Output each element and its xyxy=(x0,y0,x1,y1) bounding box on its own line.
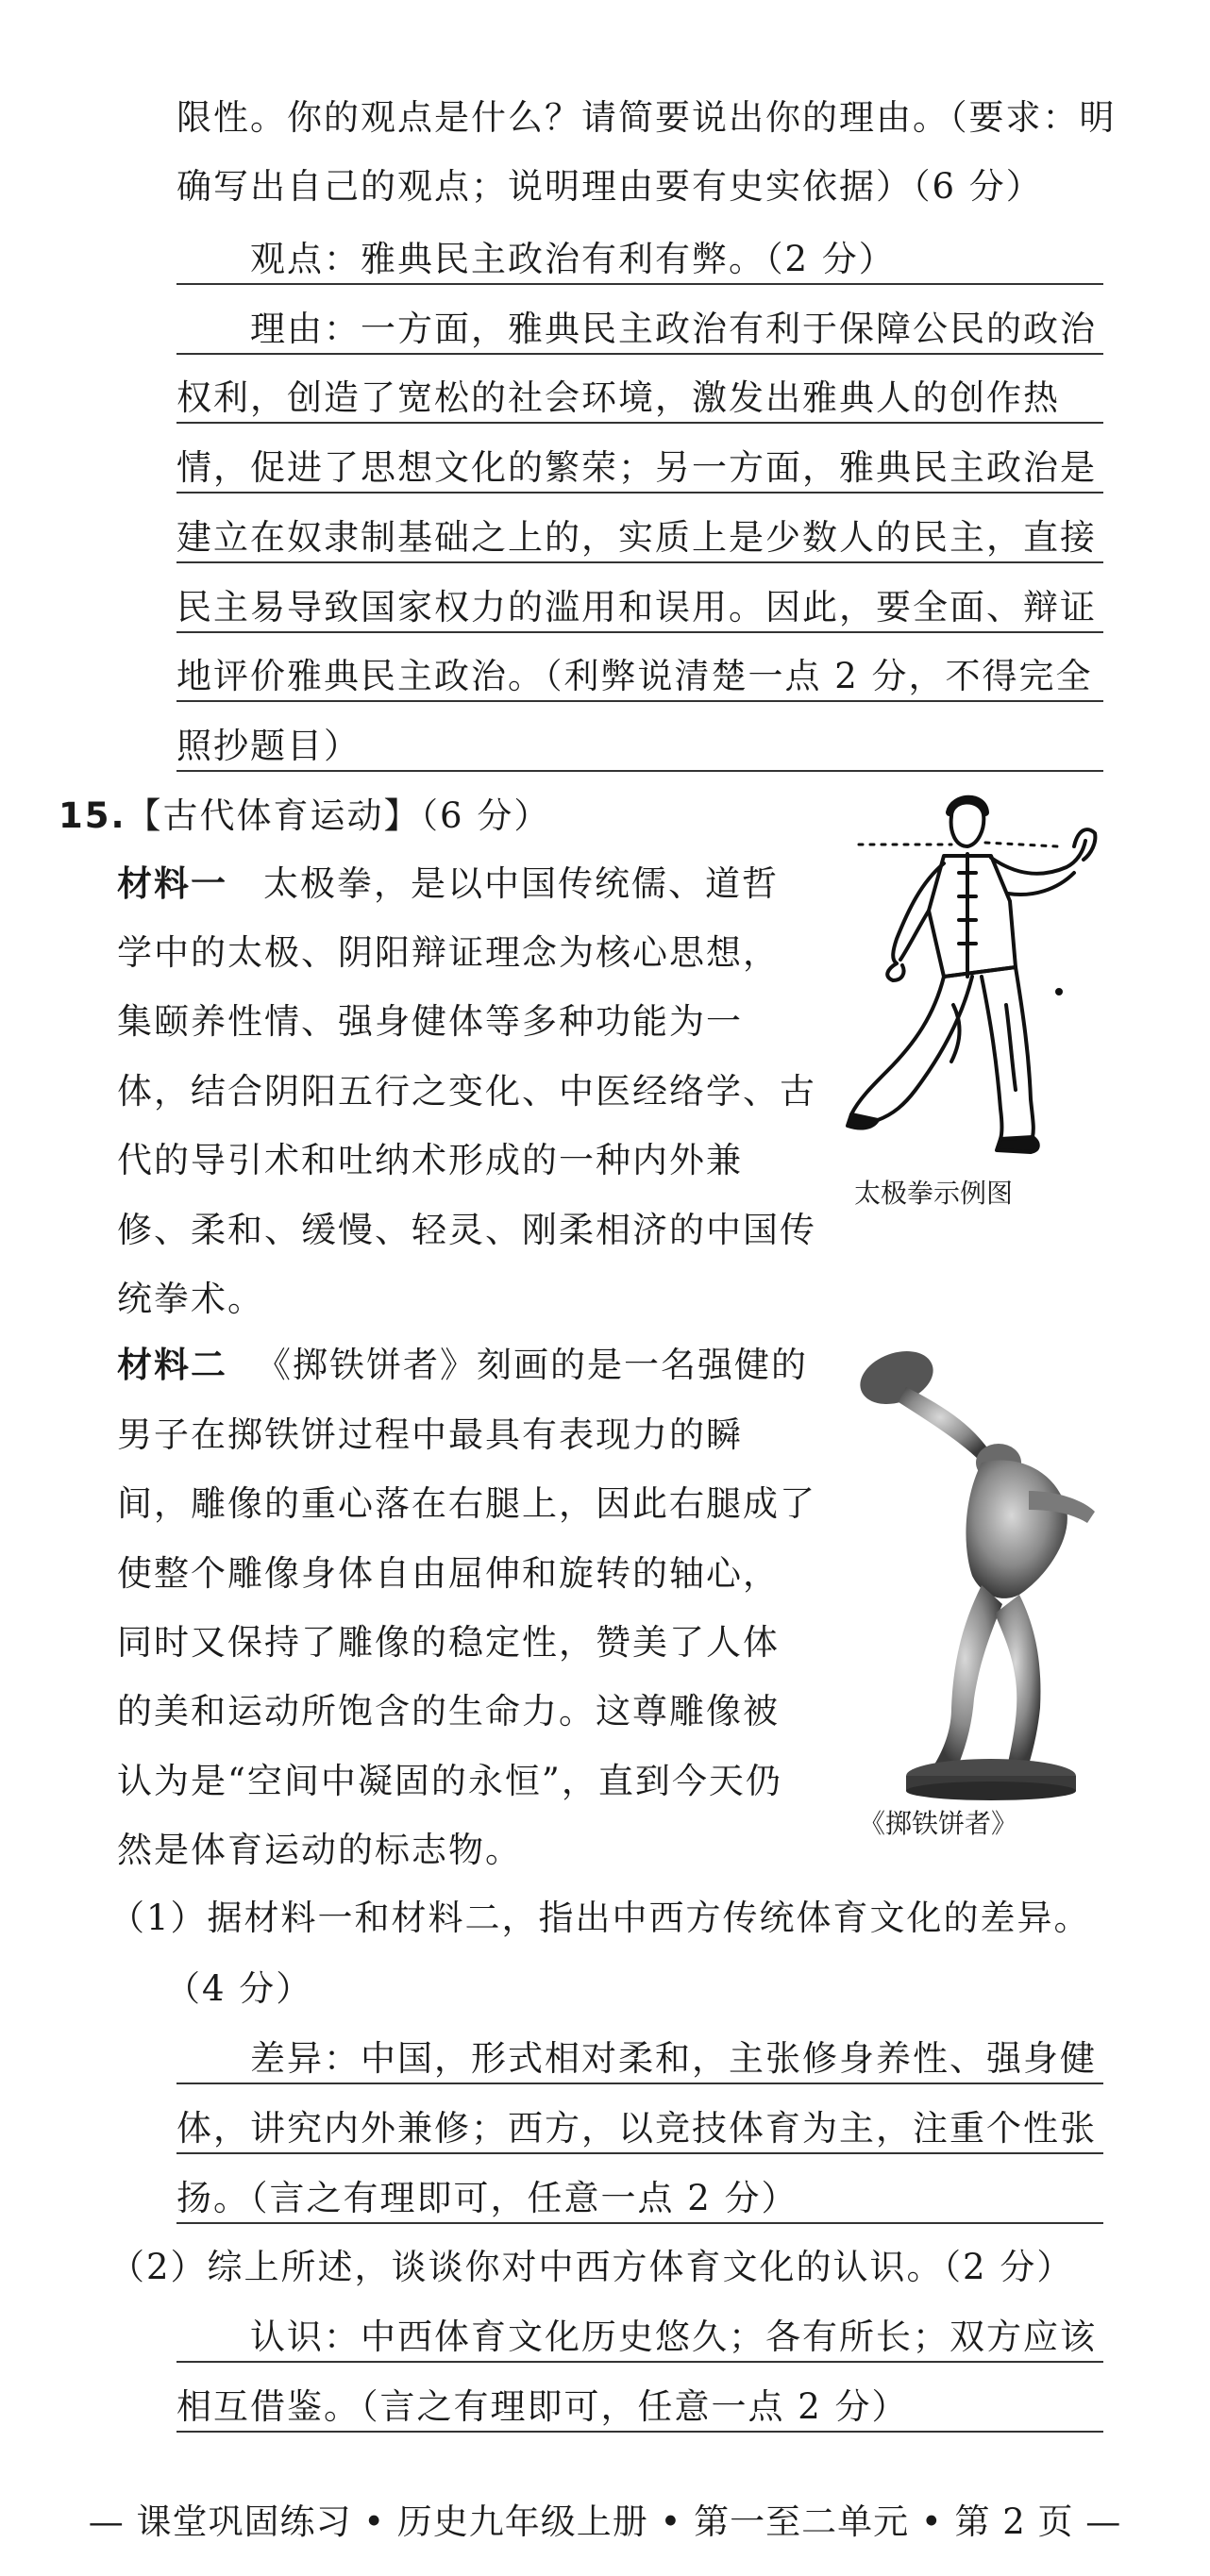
material-text: 然是体育运动的标志物。 xyxy=(117,1830,522,1870)
material-text: 代的导引术和吐纳术形成的一种内外兼 xyxy=(117,1140,743,1180)
material-text: 体，结合阴阳五行之变化、中医经络学、古 xyxy=(117,1071,816,1112)
material-text: 太极拳，是以中国传统儒、道哲 xyxy=(263,863,779,904)
answer-line: 照抄题目） xyxy=(176,723,1103,772)
answer-line: 理由：一方面，雅典民主政治有利于保障公民的政治 xyxy=(176,306,1103,355)
answer-line: 情，促进了思想文化的繁荣；另一方面，雅典民主政治是 xyxy=(176,444,1103,493)
sub-question-1-points: （4 分） xyxy=(165,1968,313,2009)
question-number: 15. xyxy=(59,795,126,836)
answer-viewpoint: 观点：雅典民主政治有利有弊。（2 分） xyxy=(176,236,1103,285)
sub-question-1: （1）据材料一和材料二，指出中西方传统体育文化的差异。 xyxy=(109,1898,1091,1938)
material-text: 学中的太极、阴阳辩证理念为核心思想， xyxy=(117,932,780,973)
material-text: 使整个雕像身体自由屈伸和旋转的轴心， xyxy=(117,1553,780,1594)
answer-line: 建立在奴隶制基础之上的，实质上是少数人的民主，直接 xyxy=(176,514,1103,563)
discobolus-caption: 《掷铁饼者》 xyxy=(859,1808,1018,1839)
material-text: 的美和运动所饱含的生命力。这尊雕像被 xyxy=(117,1691,780,1731)
tai-chi-caption: 太极拳示例图 xyxy=(854,1178,1014,1209)
page-footer: — 课堂巩固练习 • 历史九年级上册 • 第一至二单元 • 第 2 页 — xyxy=(88,2501,1122,2542)
material-text: 修、柔和、缓慢、轻灵、刚柔相济的中国传 xyxy=(117,1210,816,1250)
material-text: 男子在掷铁饼过程中最具有表现力的瞬 xyxy=(117,1414,743,1455)
material-text: 统拳术。 xyxy=(117,1279,264,1319)
answer-line: 相互借鉴。（言之有理即可，任意一点 2 分） xyxy=(176,2384,1103,2433)
material-text: 认为是“空间中凝固的永恒”，直到今天仍 xyxy=(117,1761,782,1801)
material-2-label: 材料二 xyxy=(117,1345,227,1385)
material-text: 同时又保持了雕像的稳定性，赞美了人体 xyxy=(117,1622,780,1663)
question-text-line: 确写出自己的观点；说明理由要有史实依据）（6 分） xyxy=(176,166,1043,207)
answer-line: 体，讲究内外兼修；西方，以竞技体育为主，注重个性张 xyxy=(176,2105,1103,2154)
answer-line: 地评价雅典民主政治。（利弊说清楚一点 2 分，不得完全 xyxy=(176,653,1103,702)
sub-question-2: （2）综上所述，谈谈你对中西方体育文化的认识。（2 分） xyxy=(109,2247,1074,2287)
material-text: 《掷铁饼者》刻画的是一名强健的 xyxy=(256,1345,808,1385)
material-1-first-line xyxy=(117,861,779,908)
question-title: 【古代体育运动】（6 分） xyxy=(126,795,551,836)
answer-line: 权利，创造了宽松的社会环境，激发出雅典人的创作热 xyxy=(176,375,1103,424)
answer-line: 民主易导致国家权力的滥用和误用。因此，要全面、辩证 xyxy=(176,584,1103,633)
answer-line: 扬。（言之有理即可，任意一点 2 分） xyxy=(176,2175,1103,2224)
answer-line: 差异：中国，形式相对柔和，主张修身养性、强身健 xyxy=(176,2035,1103,2084)
answer-line: 认识：中西体育文化历史悠久；各有所长；双方应该 xyxy=(176,2314,1103,2363)
material-text: 集颐养性情、强身健体等多种功能为一 xyxy=(117,1001,743,1042)
material-2-first-line xyxy=(117,1342,808,1389)
question-text-line: 限性。你的观点是什么？请简要说出你的理由。（要求：明 xyxy=(176,97,1117,138)
discobolus-photo xyxy=(840,1349,1104,1802)
material-1-label: 材料一 xyxy=(117,863,227,904)
tai-chi-illustration xyxy=(831,788,1104,1165)
material-text: 间，雕像的重心落在右腿上，因此右腿成了 xyxy=(117,1483,816,1524)
question-15-header xyxy=(59,793,550,840)
